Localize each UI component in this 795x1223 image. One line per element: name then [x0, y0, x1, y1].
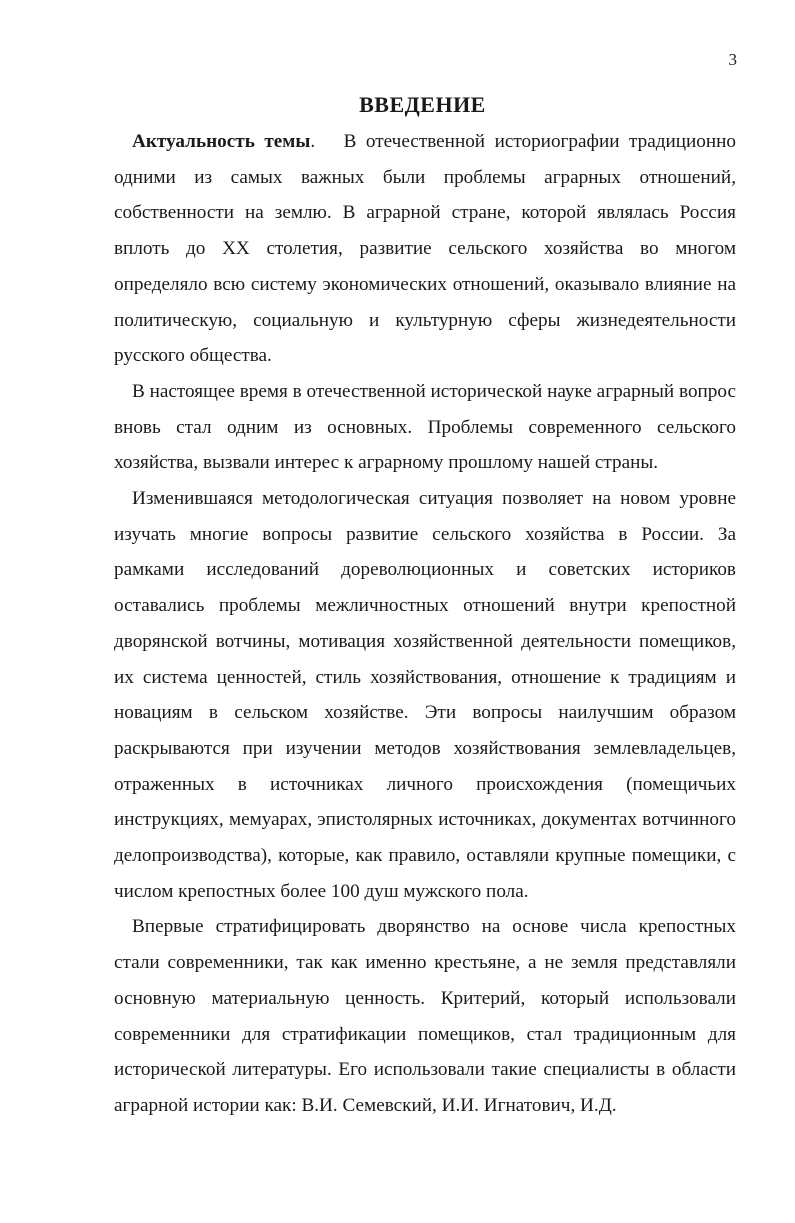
page-title: ВВЕДЕНИЕ: [359, 92, 486, 117]
paragraph-methodology: Изменившаяся методологическая ситуация позволяет на новом уровне изучать многие вопросы развитие сельского хозяйства в России. За рамками исследований дореволюционных и советских историков оставались проблемы межличностных отношений внутри крепостной дворянской вотчины, мотивация хозяйственной деятельности помещиков, их система ценностей, стиль хозяйствования, отношение к традициям и новациям в сельском хозяйстве. Эти вопросы наилучшим образом раскрываются при изучении методов хозяйствования землевладельцев, отраженных в источниках личного происхождения (помещичьих инструкциях, мемуарах, эпистолярных источниках, документах вотчинного делопроизводства), которые, как правило, оставляли крупные помещики, с числом крепостных более 100 душ мужского пола.: [114, 488, 736, 902]
paragraph-current-state: В настоящее время в отечественной исторической науке аграрный вопрос вновь стал одним из основных. Проблемы современного сельского хозяйства, вызвали интерес к аграрному прошлому нашей страны.: [114, 380, 736, 474]
paragraph-relevance: [114, 124, 736, 374]
relevance-lead-punct: .: [310, 131, 316, 152]
document-body: [114, 124, 736, 1124]
page-number: 3: [728, 50, 737, 69]
relevance-text: В отечественной историографии традиционно одними из самых важных были проблемы аграрных отношений, собственности на землю. В аграрной стране, которой являлась Россия вплоть до XX столетия, развитие сельского хозяйства во многом определяло всю систему экономических отношений, оказывало влияние на политическую, социальную и культурную сферы жизнедеятельности русского общества.: [114, 131, 736, 367]
paragraph-stratification: Впервые стратифицировать дворянство на основе числа крепостных стали современники, так как именно крестьяне, а не земля представляли основную материальную ценность. Критерий, который использовали современники для стратификации помещиков, стал традиционным для исторической литературы. Его использовали такие специалисты в области аграрной истории как: В.И. Семевский, И.И. Игнатович, И.Д.: [114, 916, 736, 1116]
relevance-lead: Актуальность темы: [132, 131, 311, 152]
